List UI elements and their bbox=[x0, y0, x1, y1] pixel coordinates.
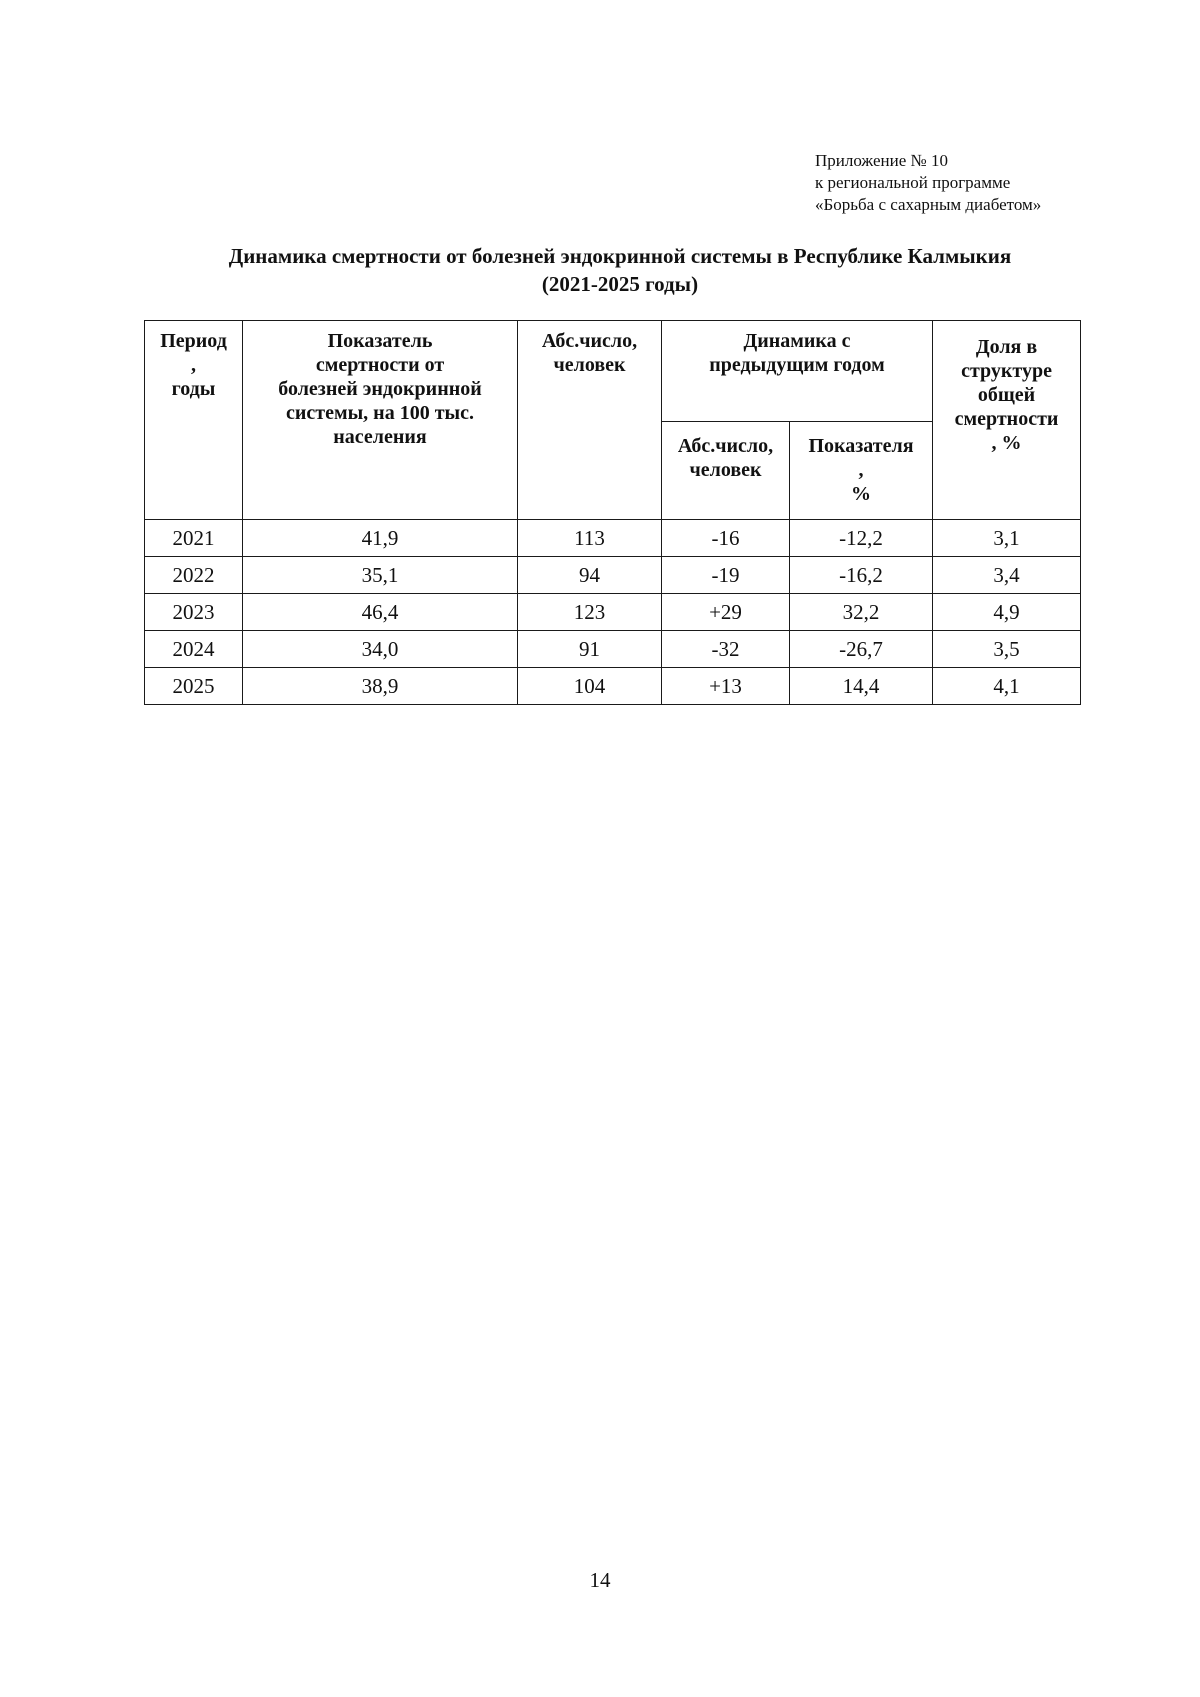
cell-dyn-pct: -12,2 bbox=[790, 520, 933, 557]
cell-year: 2025 bbox=[145, 668, 243, 705]
cell-share: 3,5 bbox=[933, 631, 1081, 668]
cell-dyn-pct: 14,4 bbox=[790, 668, 933, 705]
header-share: Доля в структуре общей смертности , % bbox=[933, 321, 1081, 520]
header-dynamics: Динамика с предыдущим годом bbox=[662, 321, 933, 422]
title-line: Динамика смертности от болезней эндокринной системы в Республике Калмыкия bbox=[228, 244, 1012, 268]
page-number: 14 bbox=[589, 1568, 611, 1592]
document-title bbox=[100, 242, 1140, 298]
cell-dyn-abs: -32 bbox=[662, 631, 790, 668]
table-row bbox=[145, 520, 1081, 557]
mortality-table bbox=[144, 320, 1081, 705]
appendix-note bbox=[815, 150, 1041, 216]
cell-abs: 91 bbox=[518, 631, 662, 668]
cell-share: 4,1 bbox=[933, 668, 1081, 705]
cell-year: 2021 bbox=[145, 520, 243, 557]
cell-year: 2024 bbox=[145, 631, 243, 668]
appendix-line: Приложение № 10 bbox=[815, 151, 948, 170]
cell-year: 2023 bbox=[145, 594, 243, 631]
cell-abs: 94 bbox=[518, 557, 662, 594]
table-row bbox=[145, 668, 1081, 705]
table-row bbox=[145, 594, 1081, 631]
cell-rate: 38,9 bbox=[243, 668, 518, 705]
cell-year: 2022 bbox=[145, 557, 243, 594]
cell-abs: 113 bbox=[518, 520, 662, 557]
cell-abs: 123 bbox=[518, 594, 662, 631]
cell-dyn-pct: -16,2 bbox=[790, 557, 933, 594]
cell-dyn-abs: +29 bbox=[662, 594, 790, 631]
cell-dyn-abs: -19 bbox=[662, 557, 790, 594]
header-period: Период , годы bbox=[145, 321, 243, 520]
cell-rate: 41,9 bbox=[243, 520, 518, 557]
cell-share: 3,1 bbox=[933, 520, 1081, 557]
table-row bbox=[145, 557, 1081, 594]
cell-abs: 104 bbox=[518, 668, 662, 705]
appendix-line: к региональной программе bbox=[815, 173, 1011, 192]
cell-dyn-pct: -26,7 bbox=[790, 631, 933, 668]
cell-share: 4,9 bbox=[933, 594, 1081, 631]
cell-rate: 46,4 bbox=[243, 594, 518, 631]
table-row bbox=[145, 631, 1081, 668]
cell-rate: 35,1 bbox=[243, 557, 518, 594]
header-rate: Показатель смертности от болезней эндокринной системы, на 100 тыс. населения bbox=[243, 321, 518, 520]
title-line: (2021-2025 годы) bbox=[541, 272, 699, 296]
cell-dyn-abs: +13 bbox=[662, 668, 790, 705]
header-abs: Абс.число, человек bbox=[518, 321, 662, 520]
cell-dyn-pct: 32,2 bbox=[790, 594, 933, 631]
header-dyn-abs: Абс.число, человек bbox=[662, 422, 790, 520]
cell-rate: 34,0 bbox=[243, 631, 518, 668]
cell-dyn-abs: -16 bbox=[662, 520, 790, 557]
header-dyn-pct: Показателя , % bbox=[790, 422, 933, 520]
cell-share: 3,4 bbox=[933, 557, 1081, 594]
appendix-line: «Борьба с сахарным диабетом» bbox=[815, 195, 1042, 214]
